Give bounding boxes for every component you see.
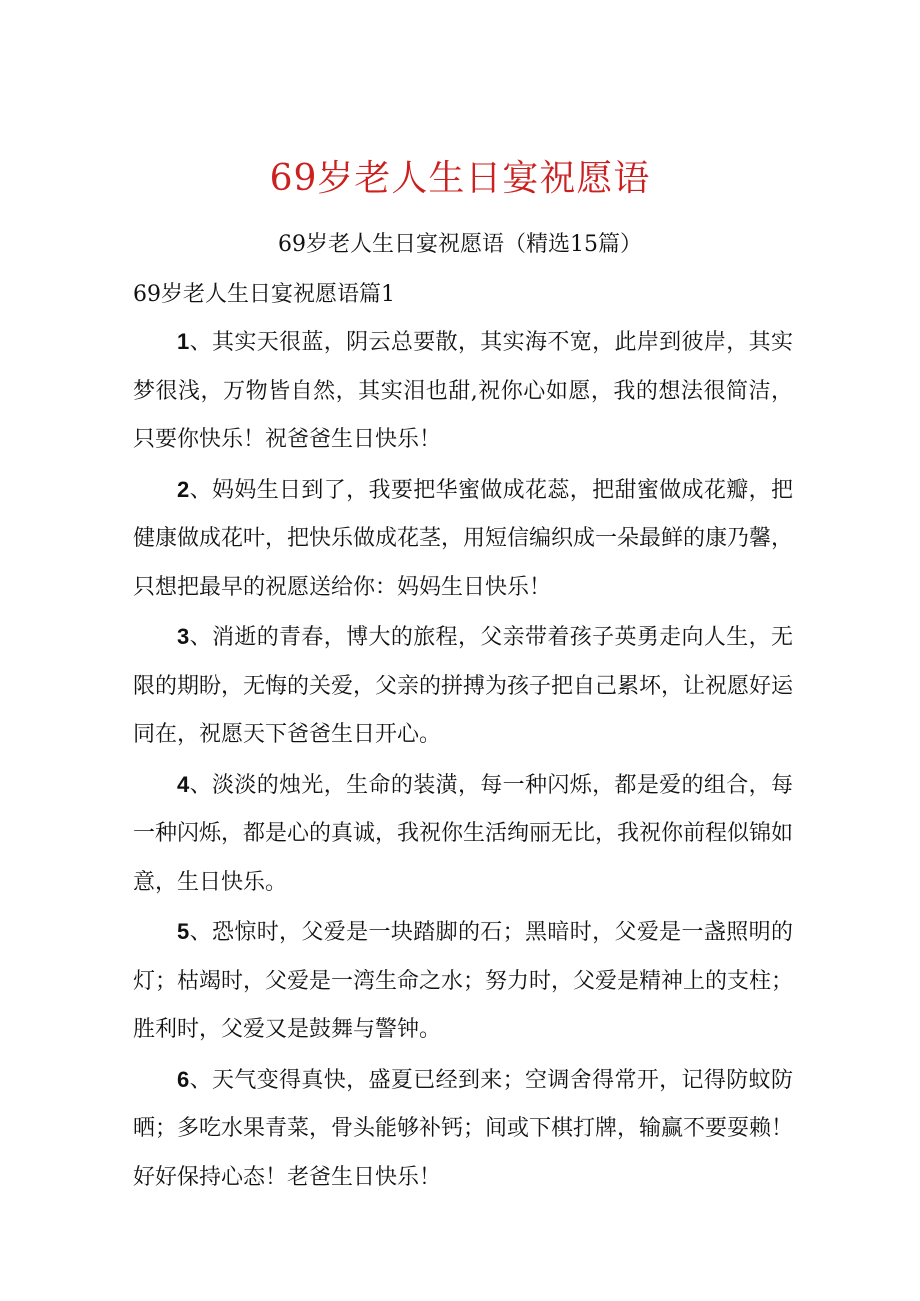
item-number: 1 <box>177 329 190 354</box>
item-text: 、淡淡的烛光，生命的装潢，每一种闪烁，都是爱的组合，每一种闪烁，都是心的真诚，我祝你生活绚丽无比，我祝你前程似锦如意，生日快乐。 <box>133 772 794 895</box>
list-item <box>133 613 793 760</box>
paragraph-list <box>133 318 793 1203</box>
document-subtitle: 69岁老人生日宴祝愿语（精选15篇） <box>278 232 642 257</box>
list-item <box>133 761 793 908</box>
item-number: 3 <box>177 624 190 649</box>
item-text: 、恐惊时，父爱是一块踏脚的石；黑暗时，父爱是一盏照明的灯；枯竭时，父爱是一湾生命之水；努力时，父爱是精神上的支柱；胜利时，父爱又是鼓舞与警钟。 <box>133 920 794 1042</box>
list-item <box>133 1056 793 1203</box>
document-title: 69岁老人生日宴祝愿语 <box>269 158 651 199</box>
item-text: 、妈妈生日到了，我要把华蜜做成花蕊，把甜蜜做成花瓣，把健康做成花叶，把快乐做成花茎，用短信编织成一朵最鲜的康乃馨，只想把最早的祝愿送给你：妈妈生日快乐！ <box>133 477 794 600</box>
item-number: 2 <box>177 476 190 502</box>
item-text: 、其实天很蓝，阴云总要散，其实海不宽，此岸到彼岸，其实梦很浅，万物皆自然，其实泪也甜,祝你心如愿，我的想法很简洁，只要你快乐！祝爸爸生日快乐！ <box>133 330 793 452</box>
item-number: 6 <box>177 1066 190 1092</box>
item-number: 5 <box>177 919 190 944</box>
item-text: 、天气变得真快，盛夏已经到来；空调舍得常开，记得防蚊防晒；多吃水果青菜，骨头能够补钙；间或下棋打牌，输赢不要耍赖！好好保持心态！老爸生日快乐！ <box>133 1067 794 1190</box>
section-heading: 69岁老人生日宴祝愿语篇1 <box>133 282 395 307</box>
list-item <box>133 466 793 613</box>
list-item <box>133 908 793 1055</box>
item-number: 4 <box>177 771 190 797</box>
list-item <box>133 318 793 465</box>
item-text: 、消逝的青春，博大的旅程，父亲带着孩子英勇走向人生，无限的期盼，无悔的关爱，父亲的拼搏为孩子把自己累坏，让祝愿好运同在，祝愿天下爸爸生日开心。 <box>133 625 794 747</box>
